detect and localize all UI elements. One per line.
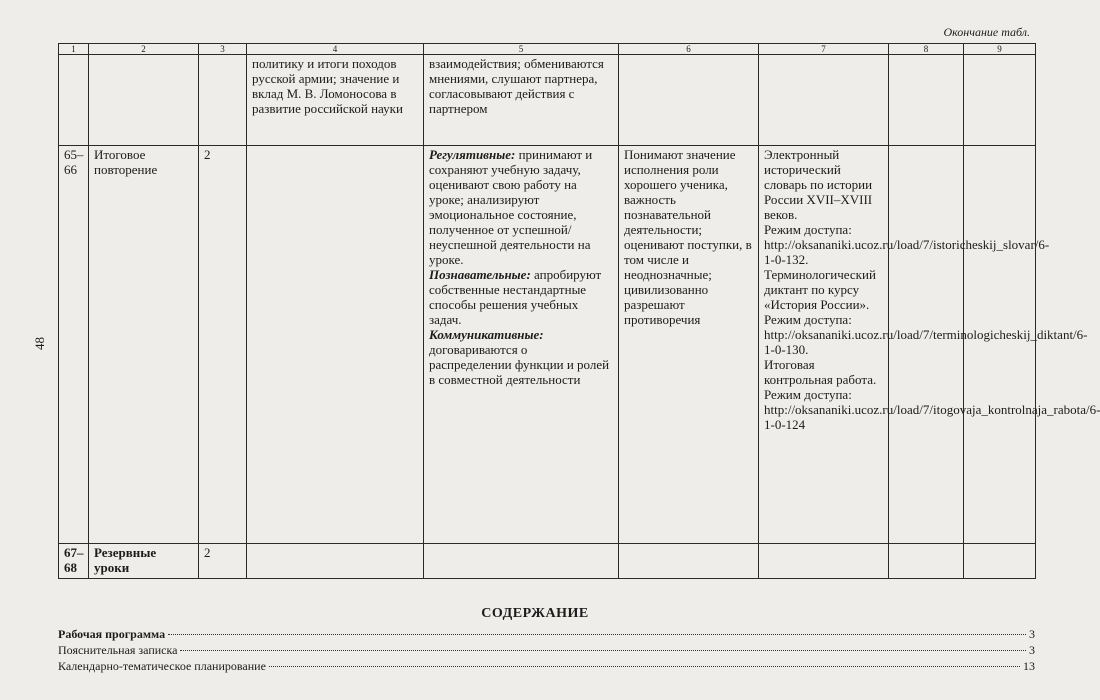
toc-item[interactable]: [58, 659, 1035, 675]
regulative-label: Регулятивные:: [429, 147, 516, 162]
toc-leader-dots: [180, 650, 1026, 651]
toc-item-label: Пояснительная записка: [58, 643, 178, 657]
table-row-65-66: [59, 146, 1036, 544]
cell-lesson-number: 65–66: [59, 146, 89, 544]
header-cell: 9: [964, 44, 1036, 55]
cell-empty: [964, 55, 1036, 146]
toc-leader-dots: [269, 666, 1020, 667]
cell-empty: [964, 146, 1036, 544]
toc-title: СОДЕРЖАНИЕ: [481, 606, 589, 621]
cell-hours: 2: [199, 146, 247, 544]
planning-table: [58, 43, 1100, 579]
header-cell: 4: [247, 44, 424, 55]
cell-empty: [59, 55, 89, 146]
toc-item-label: Рабочая программа: [58, 627, 166, 641]
cell-resources: [759, 146, 1100, 544]
cognitive-label: Познавательные:: [429, 267, 531, 282]
table-header-row: [59, 44, 1036, 55]
table-caption: Окончание табл.: [943, 25, 1030, 39]
cell-empty: [759, 544, 889, 579]
toc-item-page: 3: [1029, 627, 1035, 641]
cell-empty: [889, 55, 964, 146]
cell-empty: [247, 544, 424, 579]
cell-personal-results: Понимают значение исполнения роли хорошего ученика, важность познавательной деятельности; оценивают поступки, в том числе и неоднозначные; цивилизованно разрешают противоречия: [619, 146, 759, 544]
resource-link: Режим доступа: http://oksananiki.ucoz.ru/load/7/terminologicheskij_diktant/6-1-0-130.: [764, 312, 1088, 357]
cell-hours: 2: [199, 544, 247, 579]
resource-line: Терминологический диктант по курсу «История России».: [764, 267, 876, 312]
table-row-continued: [59, 55, 1036, 146]
communicative-label: Коммуникативные:: [429, 327, 544, 342]
toc-leader-dots: [168, 634, 1026, 635]
header-cell: 5: [424, 44, 619, 55]
cell-empty: [889, 544, 964, 579]
cell-empty: [199, 55, 247, 146]
cell-empty: [247, 146, 424, 544]
cell-empty: [424, 544, 619, 579]
header-cell: 1: [59, 44, 89, 55]
table-of-contents: [58, 627, 1035, 675]
cell-empty: [89, 55, 199, 146]
cell-lesson-topic: Итоговое повторение: [89, 146, 199, 544]
cell-meta-results: взаимодействия; обмениваются мнениями, слушают партнера, согласовывают действия с партнером: [424, 55, 619, 146]
header-cell: 7: [759, 44, 889, 55]
table-row-67-68: [59, 544, 1036, 579]
cell-empty: [889, 146, 964, 544]
page-number: 48: [32, 337, 47, 350]
cognitive-text: апробируют собственные нестандартные способы решения учебных задач.: [429, 267, 602, 327]
resource-link: Режим доступа: http://oksananiki.ucoz.ru/load/7/istoricheskij_slovar/6-1-0-132.: [764, 222, 1050, 267]
resource-line: Итоговая контрольная работа.: [764, 357, 877, 387]
resource-line: Электронный исторический словарь по истории России XVII–XVIII веков.: [764, 147, 873, 222]
cell-empty: [759, 55, 889, 146]
header-cell: 3: [199, 44, 247, 55]
regulative-text: принимают и сохраняют учебную задачу, оценивают свою работу на уроке; анализируют эмоциональное состояние, полученное от успешной/неуспешной деятельности на уроке.: [429, 147, 593, 267]
cell-empty: [619, 55, 759, 146]
header-cell: 2: [89, 44, 199, 55]
header-cell: 8: [889, 44, 964, 55]
toc-item-page: 3: [1029, 643, 1035, 657]
cell-empty: [964, 544, 1036, 579]
cell-empty: [619, 544, 759, 579]
cell-subject-results: политику и итоги походов русской армии; значение и вклад М. В. Ломоносова в развитие российской науки: [247, 55, 424, 146]
cell-meta-results: [424, 146, 619, 544]
cell-lesson-topic: Резервные уроки: [89, 544, 199, 579]
communicative-text: договариваются о распределении функции и ролей в совместной деятельности: [429, 342, 610, 387]
resource-link: Режим доступа: http://oksananiki.ucoz.ru/load/7/itogovaja_kontrolnaja_rabota/6-1-0-124: [764, 387, 1100, 432]
toc-item[interactable]: [58, 627, 1035, 643]
header-cell: 6: [619, 44, 759, 55]
toc-item-page: 13: [1023, 659, 1035, 673]
cell-lesson-number: 67–68: [59, 544, 89, 579]
toc-item[interactable]: [58, 643, 1035, 659]
toc-item-label: Календарно-тематическое планирование: [58, 659, 266, 673]
